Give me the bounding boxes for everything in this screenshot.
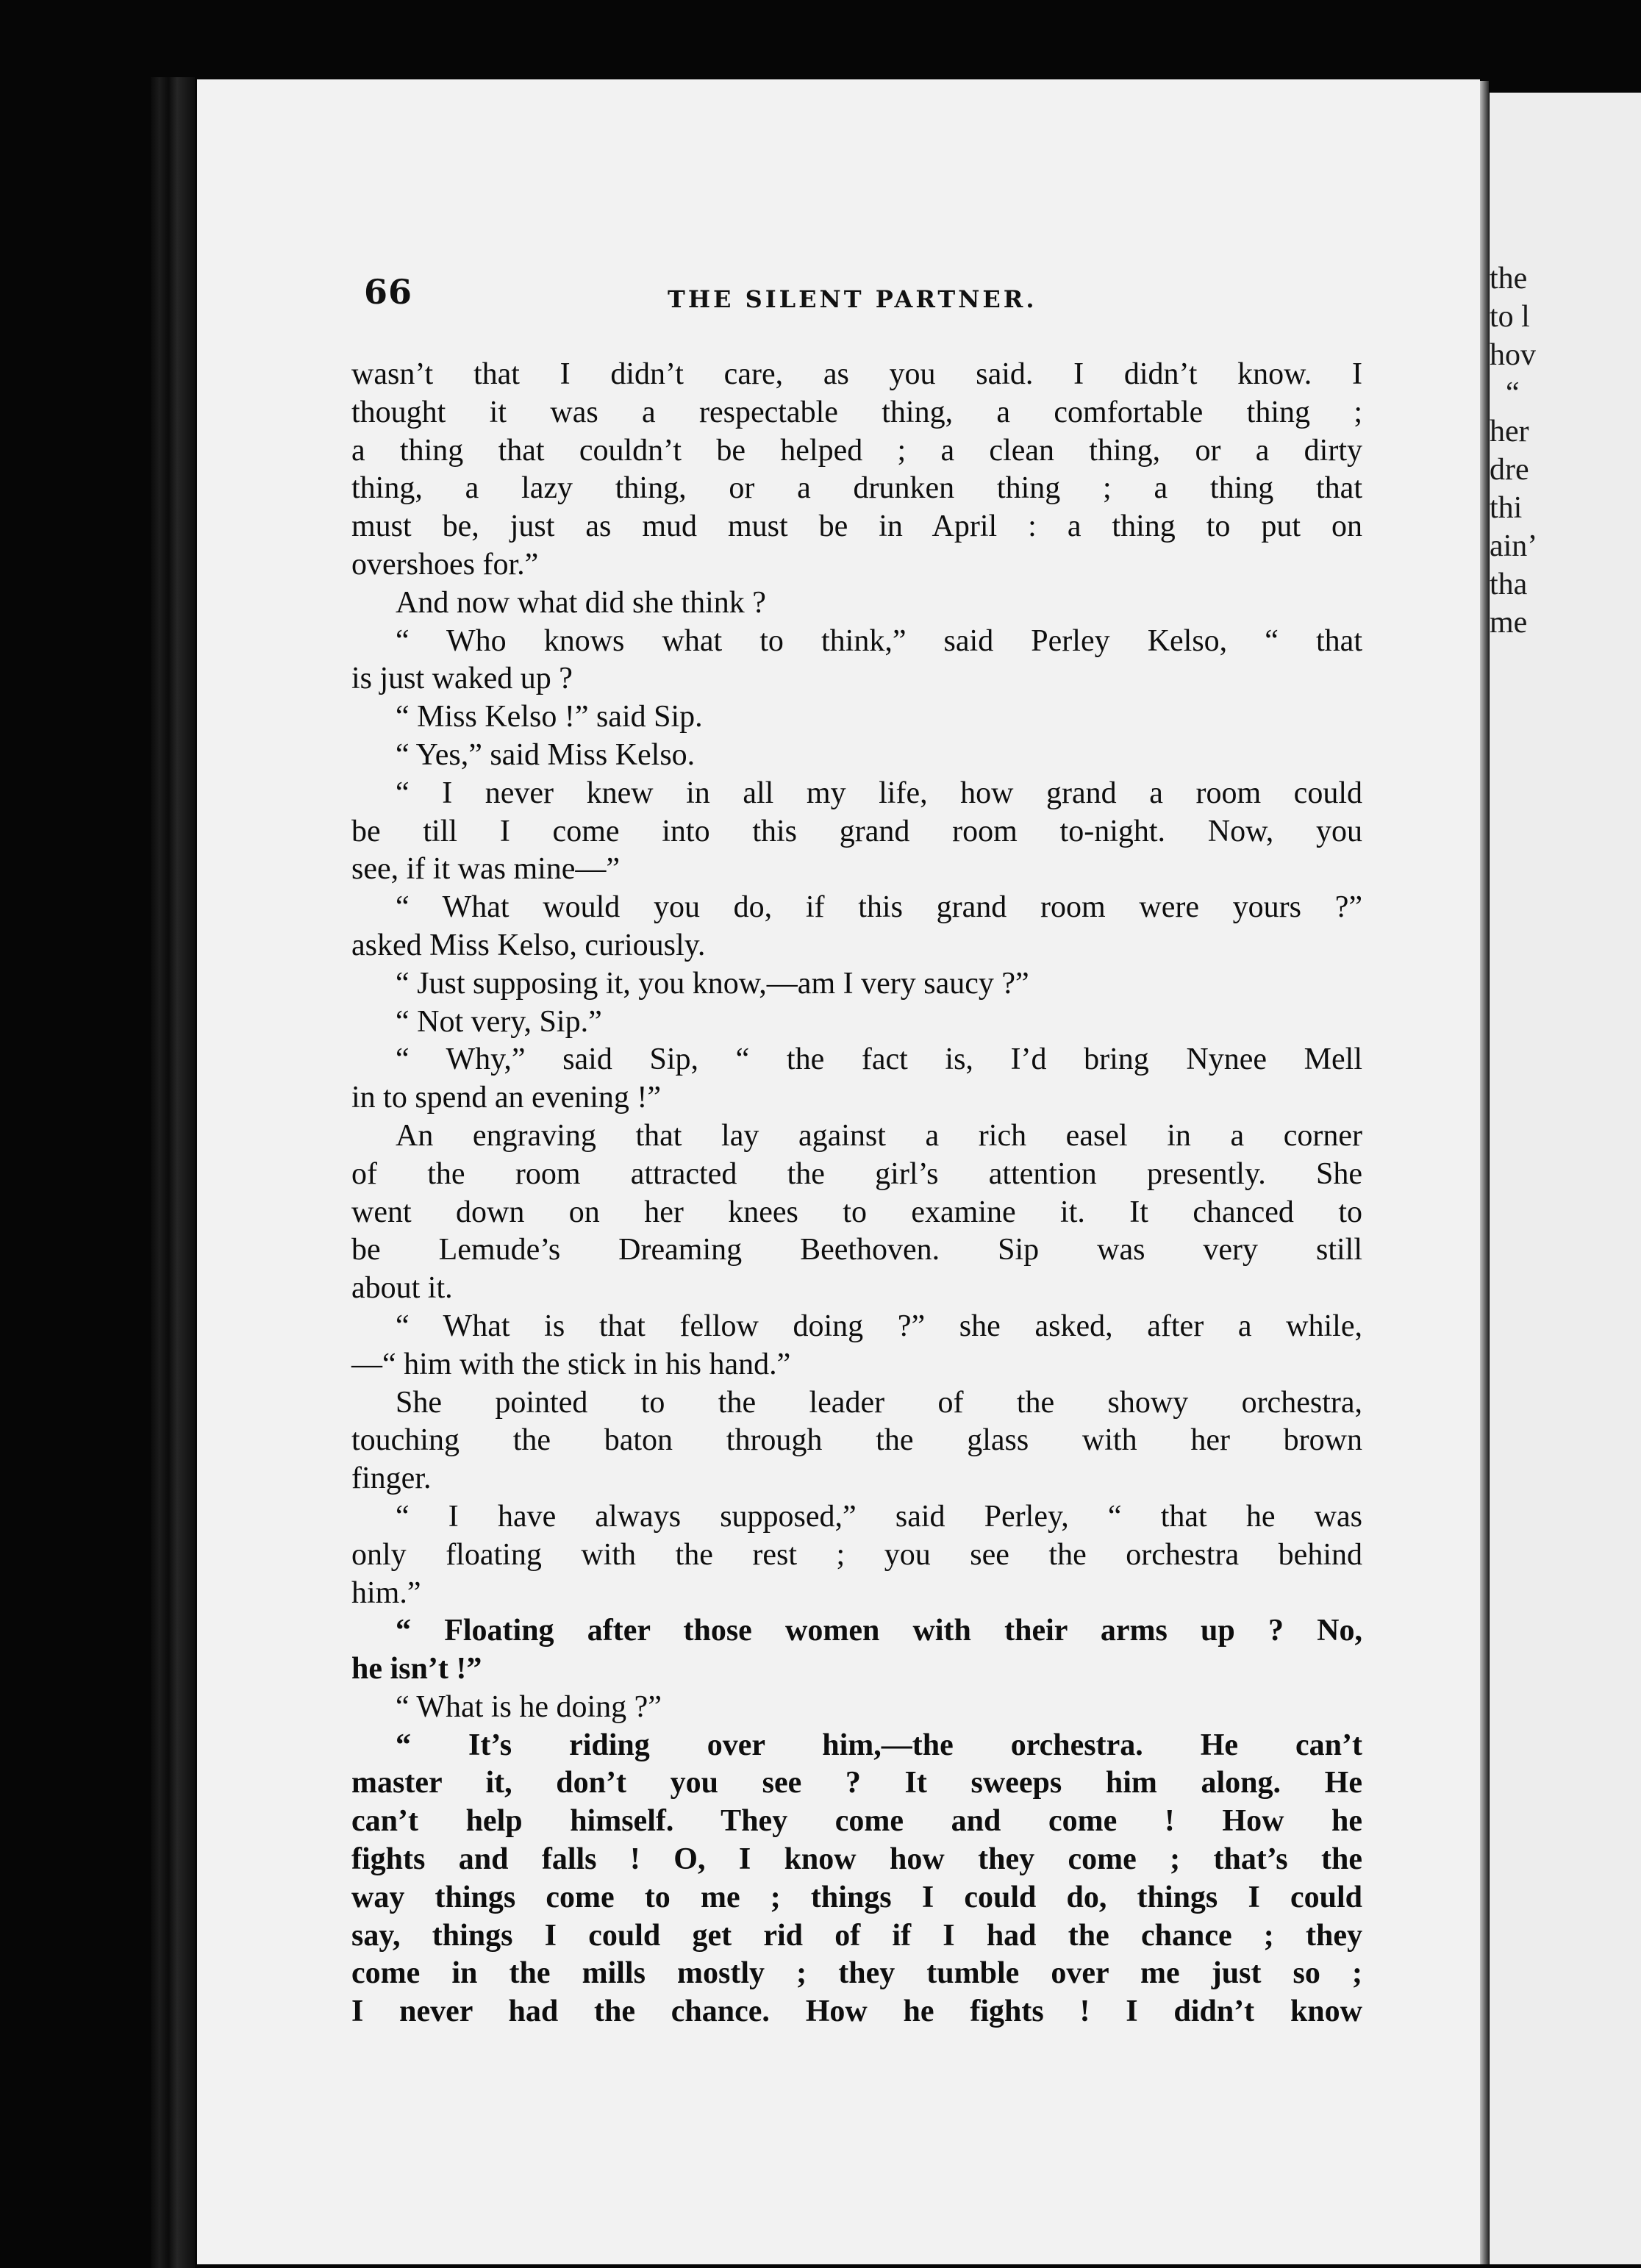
text-line: “ What is he doing ?” (396, 1689, 662, 1724)
book-page (197, 79, 1480, 2264)
body-text (351, 356, 1362, 2031)
text-line: went down on her knees to examine it. It chanced to (351, 1195, 1362, 1229)
text-line: can’t help himself. They come and come ! How he (351, 1804, 1362, 1839)
text-line: “ Why,” said Sip, “ the fact is, I’d bring Nynee Mell (396, 1042, 1362, 1077)
text-line: of the room attracted the girl’s attention presently. She (351, 1156, 1362, 1191)
text-line: “ Floating after those women with their arms up ? No, (396, 1614, 1362, 1648)
text-line: overshoes for.” (351, 547, 539, 582)
text-line: “ Not very, Sip.” (396, 1004, 602, 1039)
text-line: see, if it was mine—” (351, 852, 621, 887)
text-line: be Lemude’s Dreaming Beethoven. Sip was very still (351, 1233, 1362, 1267)
text-line: thought it was a respectable thing, a comfortable thing ; (351, 395, 1362, 429)
next-page-line: the (1490, 263, 1528, 294)
text-line: master it, don’t you see ? It sweeps him along. He (351, 1766, 1362, 1800)
text-line: fights and falls ! O, I know how they come ; that’s the (351, 1842, 1362, 1877)
next-page-line: “ (1506, 378, 1520, 409)
next-page-line: dre (1490, 454, 1529, 485)
text-line: him.” (351, 1575, 421, 1610)
page-edge (1480, 81, 1489, 2264)
next-page-line: her (1490, 416, 1529, 447)
text-line: And now what did she think ? (396, 585, 766, 620)
text-line: “ Who knows what to think,” said Perley Kelso, “ that (396, 623, 1362, 658)
text-line: “ It’s riding over him,—the orchestra. He can’t (396, 1728, 1362, 1762)
next-page-fragment (1490, 93, 1641, 2264)
text-line: I never had the chance. How he fights ! I didn’t know (351, 1995, 1362, 2029)
text-line: —“ him with the stick in his hand.” (351, 1347, 791, 1381)
text-line: come in the mills mostly ; they tumble over me just so ; (351, 1956, 1362, 1991)
text-line: in to spend an evening !” (351, 1081, 662, 1115)
page-header (197, 272, 1480, 316)
text-line: be till I come into this grand room to-night. Now, you (351, 814, 1362, 848)
next-page-line: tha (1490, 569, 1528, 600)
text-line: “ Miss Kelso !” said Sip. (396, 700, 703, 734)
text-line: about it. (351, 1271, 453, 1306)
text-line: “ I have always supposed,” said Perley, “ that he was (396, 1499, 1362, 1534)
text-line: must be, just as mud must be in April : a thing to put on (351, 509, 1362, 544)
text-line: “ I never knew in all my life, how grand a room could (396, 776, 1362, 810)
next-page-line: me (1490, 607, 1528, 638)
next-page-line: to l (1490, 301, 1530, 332)
text-line: touching the baton through the glass with her brown (351, 1423, 1362, 1458)
text-line: way things come to me ; things I could do, things I could (351, 1880, 1362, 1914)
text-line: An engraving that lay against a rich easel in a corner (396, 1118, 1362, 1153)
text-line: is just waked up ? (351, 662, 573, 696)
text-line: he isn’t !” (351, 1652, 482, 1686)
next-page-line: hov (1490, 340, 1536, 371)
text-line: wasn’t that I didn’t care, as you said. I didn’t know. I (351, 357, 1362, 391)
text-line: “ Yes,” said Miss Kelso. (396, 737, 696, 772)
text-line: only floating with the rest ; you see the orchestra behind (351, 1537, 1362, 1572)
next-page-line: ain’ (1490, 531, 1538, 562)
text-line: thing, a lazy thing, or a drunken thing ; a thing that (351, 471, 1362, 506)
text-line: asked Miss Kelso, curiously. (351, 928, 706, 962)
text-line: say, things I could get rid of if I had the chance ; they (351, 1918, 1362, 1953)
text-line: She pointed to the leader of the showy orchestra, (396, 1385, 1362, 1420)
next-page-line: thi (1490, 493, 1523, 523)
book-binding (151, 77, 195, 2268)
page-number: 66 (364, 272, 413, 312)
text-line: a thing that couldn’t be helped ; a clean thing, or a dirty (351, 433, 1362, 468)
text-line: “ Just supposing it, you know,—am I very saucy ?” (396, 966, 1029, 1001)
running-title: THE SILENT PARTNER. (668, 285, 1037, 313)
text-line: “ What is that fellow doing ?” she asked, after a while, (396, 1309, 1362, 1343)
text-line: finger. (351, 1462, 432, 1496)
text-line: “ What would you do, if this grand room were yours ?” (396, 890, 1362, 925)
